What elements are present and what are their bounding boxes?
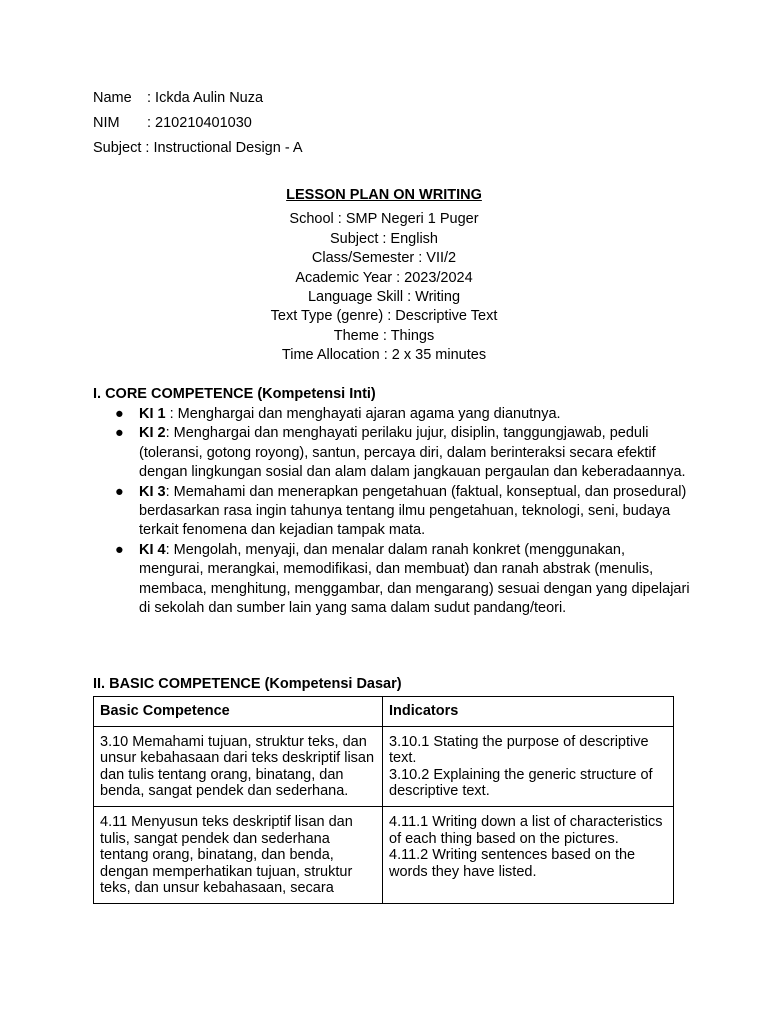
core-competence-list (93, 405, 693, 618)
indicator-item: 3.10.1 Stating the purpose of descriptive text. (389, 733, 649, 767)
competence-cell: 3.10 Memahami tujuan, struktur teks, dan unsur kebahasaan dari teks deskriptif lisan dan tulis tentang orang, binatang, dan benda, sangat pendek dan sederhana. (94, 726, 383, 806)
basic-competence-title: II. BASIC COMPETENCE (Kompetensi Dasar) (93, 676, 402, 692)
bullet-icon: ● (115, 483, 124, 500)
table-header-row (94, 697, 674, 727)
name-value: : Ickda Aulin Nuza (147, 90, 264, 106)
indicator-item: 3.10.2 Explaining the generic structure of descriptive text. (389, 766, 653, 800)
name-row (93, 86, 303, 111)
indicators-cell (383, 726, 674, 806)
ki-key: KI 2 (139, 425, 166, 442)
indicators-cell (383, 806, 674, 903)
subject-value: : Instructional Design - A (145, 140, 303, 156)
identity-block (93, 86, 303, 161)
competence-cell: 4.11 Menyusun teks deskriptif lisan dan tulis, sangat pendek dan sederhana tentang orang, binatang, dan benda, dengan memperhatikan tujuan, struktur teks, dan unsur kebahasaan, secara (94, 806, 383, 903)
subject-label: Subject (93, 140, 142, 156)
ki-text: : Menghargai dan menghayati perilaku jujur, disiplin, tanggungjawab, peduli (toleransi, gotong royong), santun, percaya diri, dalam berinteraksi secara efektif dengan lingkungan sosial dan alam dalam jangkauan pergaulan dan keberadaannya. (139, 425, 686, 481)
ki-key: KI 3 (139, 483, 166, 500)
header-line-class: Class/Semester : VII/2 (311, 250, 457, 267)
list-item (93, 424, 693, 482)
column-header-basic-competence: Basic Competence (94, 697, 383, 727)
bullet-icon: ● (115, 541, 124, 558)
ki-key: KI 1 (139, 406, 166, 422)
list-item (93, 483, 693, 541)
ki-key: KI 4 (139, 541, 166, 558)
ki-text: : Menghargai dan menghayati ajaran agama yang dianutnya. (165, 406, 561, 422)
core-competence-title: I. CORE COMPETENCE (Kompetensi Inti) (93, 386, 376, 402)
lesson-plan-title: LESSON PLAN ON WRITING (286, 187, 482, 203)
bullet-icon: ● (115, 406, 124, 422)
name-label: Name (93, 90, 132, 106)
header-line-time-allocation: Time Allocation : 2 x 35 minutes (281, 347, 487, 364)
nim-label: NIM (93, 115, 120, 131)
list-item (93, 541, 693, 619)
list-item (93, 405, 693, 424)
basic-competence-table (93, 696, 674, 904)
indicator-item: 4.11.2 Writing sentences based on the words they have listed. (389, 847, 636, 880)
bullet-icon: ● (115, 425, 124, 442)
ki-text: : Memahami dan menerapkan pengetahuan (faktual, konseptual, dan prosedural) berdasarkan rasa ingin tahunya tentang ilmu pengetahuan, teknologi, seni, budaya terkait fenomena dan kejadian tampak mata. (139, 483, 687, 539)
header-line-theme: Theme : Things (333, 327, 435, 344)
nim-value: : 210210401030 (147, 115, 252, 131)
table-row (94, 806, 674, 903)
nim-row (93, 111, 303, 136)
lesson-plan-header (0, 186, 768, 366)
subject-row (93, 136, 303, 161)
header-line-subject: Subject : English (329, 230, 438, 247)
table-row (94, 726, 674, 806)
header-line-language-skill: Language Skill : Writing (307, 289, 461, 306)
column-header-indicators: Indicators (383, 697, 674, 727)
header-line-school: School : SMP Negeri 1 Puger (289, 211, 479, 228)
header-line-text-type: Text Type (genre) : Descriptive Text (270, 308, 498, 325)
indicator-item: 4.11.1 Writing down a list of characteristics of each thing based on the pictures. (389, 813, 663, 847)
ki-text: : Mengolah, menyaji, dan menalar dalam ranah konkret (menggunakan, mengurai, merangkai, memodifikasi, dan membuat) dan ranah abstrak (menulis, membaca, menghitung, menggambar, dan mengarang) sesuai dengan yang dipelajari di sekolah dan sumber lain yang sama dalam sudut pandang/teori. (139, 541, 690, 617)
header-line-academic-year: Academic Year : 2023/2024 (295, 269, 473, 286)
